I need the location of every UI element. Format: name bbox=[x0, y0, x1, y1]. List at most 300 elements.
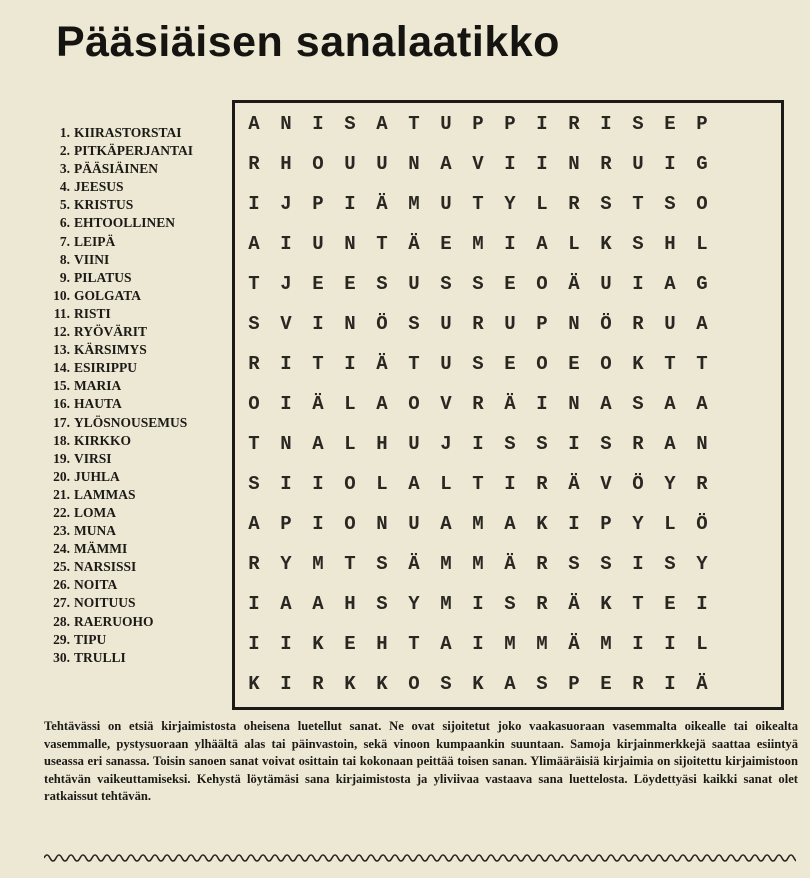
grid-letter: I bbox=[472, 593, 484, 615]
word-text: PILATUS bbox=[74, 269, 132, 285]
grid-letter: R bbox=[600, 153, 612, 175]
word-text: RYÖVÄRIT bbox=[74, 324, 148, 340]
grid-letter: K bbox=[600, 233, 612, 255]
grid-letter: I bbox=[696, 593, 708, 615]
word-number: 3. bbox=[59, 161, 70, 177]
word-text: MÄMMI bbox=[74, 541, 128, 557]
word-number: 20. bbox=[53, 468, 70, 484]
grid-letter: H bbox=[376, 633, 388, 655]
word-number: 27. bbox=[53, 595, 70, 611]
grid-letter: E bbox=[344, 273, 356, 295]
grid-letter: P bbox=[536, 313, 548, 335]
word-list-item bbox=[44, 649, 193, 667]
grid-letter: Ö bbox=[632, 473, 644, 495]
grid-letter: O bbox=[344, 473, 356, 495]
grid-letter: R bbox=[248, 553, 260, 575]
grid-letter: L bbox=[440, 473, 452, 495]
grid-letter: S bbox=[440, 673, 452, 695]
grid-letter: R bbox=[696, 473, 708, 495]
grid-letter: R bbox=[632, 433, 644, 455]
grid-letter: A bbox=[312, 593, 324, 615]
word-number: 14. bbox=[53, 360, 70, 376]
grid-letter: A bbox=[248, 113, 260, 135]
grid-row bbox=[238, 424, 782, 464]
grid-letter: I bbox=[248, 633, 260, 655]
word-number: 22. bbox=[53, 504, 70, 520]
grid-letter: L bbox=[664, 513, 676, 535]
grid-letter: Ä bbox=[408, 233, 420, 255]
grid-letter: A bbox=[696, 313, 708, 335]
grid-letter: T bbox=[248, 433, 260, 455]
grid-letter: S bbox=[376, 593, 388, 615]
word-number: 18. bbox=[53, 432, 70, 448]
grid-letter: E bbox=[344, 633, 356, 655]
grid-letter: L bbox=[536, 193, 548, 215]
grid-letter: E bbox=[664, 593, 676, 615]
grid-letter: I bbox=[280, 473, 292, 495]
word-text: EHTOOLLINEN bbox=[74, 215, 176, 231]
grid-letter: U bbox=[440, 313, 452, 335]
grid-row bbox=[238, 464, 782, 504]
grid-letter: S bbox=[632, 393, 644, 415]
word-list-item bbox=[44, 251, 193, 269]
grid-letter: I bbox=[568, 513, 580, 535]
grid-letter: K bbox=[472, 673, 484, 695]
grid-letter: S bbox=[440, 273, 452, 295]
word-text: LAMMAS bbox=[74, 486, 136, 502]
word-number: 26. bbox=[53, 577, 70, 593]
word-text: TIPU bbox=[74, 631, 107, 647]
grid-letter: I bbox=[536, 153, 548, 175]
word-list-item bbox=[44, 558, 193, 576]
grid-letter: A bbox=[312, 433, 324, 455]
word-list bbox=[44, 124, 193, 667]
grid-letter: N bbox=[344, 313, 356, 335]
grid-letter: K bbox=[536, 513, 548, 535]
grid-row bbox=[238, 384, 782, 424]
grid-letter: V bbox=[472, 153, 484, 175]
grid-letter: Ö bbox=[600, 313, 612, 335]
grid-letter: T bbox=[248, 273, 260, 295]
grid-letter: S bbox=[376, 273, 388, 295]
grid-letter: A bbox=[248, 233, 260, 255]
word-text: VIINI bbox=[74, 251, 110, 267]
grid-letter: I bbox=[312, 313, 324, 335]
grid-letter: I bbox=[472, 633, 484, 655]
grid-letter: I bbox=[344, 353, 356, 375]
grid-letter: H bbox=[376, 433, 388, 455]
grid-letter: R bbox=[248, 353, 260, 375]
word-list-item bbox=[44, 468, 193, 486]
grid-row bbox=[238, 584, 782, 624]
grid-row bbox=[238, 104, 782, 144]
grid-letter: S bbox=[600, 433, 612, 455]
grid-letter: T bbox=[664, 353, 676, 375]
word-number: 30. bbox=[53, 649, 70, 665]
grid-letter: T bbox=[632, 593, 644, 615]
grid-letter: S bbox=[632, 233, 644, 255]
word-text: NARSISSI bbox=[74, 559, 137, 575]
grid-letter: I bbox=[312, 113, 324, 135]
word-text: HAUTA bbox=[74, 396, 122, 412]
grid-letter: M bbox=[472, 233, 484, 255]
grid-letter: T bbox=[472, 193, 484, 215]
grid-letter: R bbox=[248, 153, 260, 175]
grid-letter: S bbox=[664, 553, 676, 575]
grid-letter: S bbox=[472, 353, 484, 375]
grid-letter: A bbox=[280, 593, 292, 615]
word-number: 16. bbox=[53, 396, 70, 412]
grid-letter: Ä bbox=[568, 593, 580, 615]
grid-letter: N bbox=[280, 433, 292, 455]
grid-letter: U bbox=[504, 313, 516, 335]
grid-letter: R bbox=[472, 313, 484, 335]
grid-letter: T bbox=[472, 473, 484, 495]
word-number: 15. bbox=[53, 378, 70, 394]
word-list-item bbox=[44, 395, 193, 413]
grid-row bbox=[238, 184, 782, 224]
grid-letter: S bbox=[536, 673, 548, 695]
grid-letter: S bbox=[600, 553, 612, 575]
grid-letter: I bbox=[312, 473, 324, 495]
grid-letter: R bbox=[536, 553, 548, 575]
word-number: 12. bbox=[53, 324, 70, 340]
word-list-item bbox=[44, 631, 193, 649]
word-number: 9. bbox=[59, 269, 70, 285]
word-list-item bbox=[44, 594, 193, 612]
grid-letter: O bbox=[312, 153, 324, 175]
grid-letter: V bbox=[600, 473, 612, 495]
grid-letter: M bbox=[472, 513, 484, 535]
grid-letter: Ä bbox=[696, 673, 708, 695]
grid-letter: E bbox=[504, 353, 516, 375]
grid-letter: I bbox=[280, 673, 292, 695]
grid-row bbox=[238, 504, 782, 544]
word-text: JEESUS bbox=[74, 179, 124, 195]
grid-letter: Y bbox=[696, 553, 708, 575]
grid-letter: O bbox=[600, 353, 612, 375]
grid-letter: M bbox=[600, 633, 612, 655]
word-number: 29. bbox=[53, 631, 70, 647]
grid-row bbox=[238, 264, 782, 304]
grid-letter: U bbox=[440, 193, 452, 215]
grid-letter: T bbox=[408, 353, 420, 375]
grid-letter: Y bbox=[280, 553, 292, 575]
grid-letter: S bbox=[600, 193, 612, 215]
word-number: 8. bbox=[59, 251, 70, 267]
grid-letter: E bbox=[664, 113, 676, 135]
grid-letter: L bbox=[696, 233, 708, 255]
grid-letter: Y bbox=[408, 593, 420, 615]
word-number: 5. bbox=[59, 197, 70, 213]
grid-letter: I bbox=[664, 633, 676, 655]
grid-letter: M bbox=[472, 553, 484, 575]
grid-letter: U bbox=[600, 273, 612, 295]
grid-letter: P bbox=[472, 113, 484, 135]
word-list-item bbox=[44, 432, 193, 450]
word-list-item bbox=[44, 359, 193, 377]
grid-letter: R bbox=[312, 673, 324, 695]
grid-letter: E bbox=[568, 353, 580, 375]
grid-letter: M bbox=[312, 553, 324, 575]
grid-letter: I bbox=[248, 593, 260, 615]
word-text: MUNA bbox=[74, 523, 116, 539]
word-list-item bbox=[44, 233, 193, 251]
grid-letter: L bbox=[344, 433, 356, 455]
word-text: NOITUUS bbox=[74, 595, 136, 611]
word-number: 28. bbox=[53, 613, 70, 629]
grid-letter: O bbox=[536, 353, 548, 375]
grid-letter: V bbox=[280, 313, 292, 335]
decorative-border bbox=[44, 852, 796, 864]
grid-letter: I bbox=[504, 473, 516, 495]
grid-letter: T bbox=[696, 353, 708, 375]
grid-letter: R bbox=[632, 313, 644, 335]
grid-letter: Ä bbox=[376, 353, 388, 375]
grid-letter: U bbox=[440, 353, 452, 375]
grid-letter: I bbox=[536, 113, 548, 135]
grid-letter: O bbox=[536, 273, 548, 295]
word-text: KÄRSIMYS bbox=[74, 342, 147, 358]
word-list-item bbox=[44, 377, 193, 395]
word-list-item bbox=[44, 142, 193, 160]
grid-letter: S bbox=[536, 433, 548, 455]
grid-letter: U bbox=[440, 113, 452, 135]
grid-letter: K bbox=[376, 673, 388, 695]
grid-letter: A bbox=[504, 513, 516, 535]
word-number: 24. bbox=[53, 541, 70, 557]
grid-letter: P bbox=[280, 513, 292, 535]
word-number: 7. bbox=[59, 233, 70, 249]
grid-letter: A bbox=[664, 433, 676, 455]
grid-letter: U bbox=[408, 433, 420, 455]
grid-letter: T bbox=[408, 633, 420, 655]
grid-letter: A bbox=[536, 233, 548, 255]
word-number: 13. bbox=[53, 342, 70, 358]
grid-letter: U bbox=[376, 153, 388, 175]
grid-letter: S bbox=[248, 473, 260, 495]
word-list-item bbox=[44, 196, 193, 214]
instructions-text: Tehtävässi on etsiä kirjaimistosta oheisena luetellut sanat. Ne ovat sijoitetut joko vaakasuoraan vasemmalta oikealle tai oikealta vasemmalle, pystysuoraan ylhäältä alas tai päinvastoin, sekä vinoon kumpaankin suuntaan. Samoja kirjainmerkkejä saattaa esiintyä useassa eri sanassa. Toisin sanoen sanat voivat osittain tai kokonaan peittää toisen sanan. Ylimääräisiä kirjaimia on sijoitettu kirjaimistoon tehtävän vaikeuttamiseksi. Kehystä löytämäsi sana kirjaimistosta ja yliviivaa vastaava sana luettelosta. Löydettyäsi kaikki sanat olet ratkaissut tehtävän. bbox=[44, 719, 798, 804]
grid-letter: O bbox=[248, 393, 260, 415]
grid-letter: I bbox=[600, 113, 612, 135]
grid-letter: I bbox=[280, 393, 292, 415]
grid-letter: P bbox=[312, 193, 324, 215]
grid-letter: T bbox=[344, 553, 356, 575]
grid-letter: G bbox=[696, 153, 708, 175]
grid-letter: N bbox=[344, 233, 356, 255]
grid-letter: U bbox=[664, 313, 676, 335]
grid-letter: N bbox=[568, 313, 580, 335]
grid-letter: Ä bbox=[568, 273, 580, 295]
word-number: 11. bbox=[53, 305, 70, 321]
grid-letter: S bbox=[248, 313, 260, 335]
word-list-item bbox=[44, 576, 193, 594]
word-list-item bbox=[44, 305, 193, 323]
grid-letter: U bbox=[312, 233, 324, 255]
grid-letter: R bbox=[536, 473, 548, 495]
grid-letter: A bbox=[376, 113, 388, 135]
word-list-item bbox=[44, 214, 193, 232]
grid-letter: A bbox=[600, 393, 612, 415]
word-number: 1. bbox=[59, 125, 70, 140]
grid-letter: Ä bbox=[504, 393, 516, 415]
grid-letter: Ö bbox=[696, 513, 708, 535]
grid-row bbox=[238, 664, 782, 704]
grid-letter: L bbox=[696, 633, 708, 655]
grid-letter: I bbox=[536, 393, 548, 415]
grid-letter: Y bbox=[632, 513, 644, 535]
grid-letter: A bbox=[664, 273, 676, 295]
grid-row bbox=[238, 344, 782, 384]
word-list-item bbox=[44, 486, 193, 504]
grid-letter: P bbox=[696, 113, 708, 135]
grid-letter: A bbox=[248, 513, 260, 535]
word-number: 6. bbox=[59, 215, 70, 231]
grid-letter: I bbox=[664, 673, 676, 695]
grid-letter: K bbox=[248, 673, 260, 695]
word-list-item bbox=[44, 450, 193, 468]
grid-letter: L bbox=[344, 393, 356, 415]
grid-letter: N bbox=[568, 153, 580, 175]
grid-letter: O bbox=[696, 193, 708, 215]
grid-letter: Y bbox=[664, 473, 676, 495]
grid-letter: N bbox=[376, 513, 388, 535]
grid-letter: H bbox=[344, 593, 356, 615]
grid-letter: M bbox=[440, 553, 452, 575]
grid-letter: P bbox=[504, 113, 516, 135]
grid-letter: P bbox=[568, 673, 580, 695]
word-text: KIIRASTORSTAI bbox=[74, 125, 182, 140]
grid-row bbox=[238, 144, 782, 184]
grid-letter: I bbox=[344, 193, 356, 215]
word-list-item bbox=[44, 269, 193, 287]
grid-letter: S bbox=[408, 313, 420, 335]
word-text: MARIA bbox=[74, 378, 122, 394]
grid-letter: E bbox=[504, 273, 516, 295]
word-text: RAERUOHO bbox=[74, 613, 154, 629]
grid-letter: E bbox=[312, 273, 324, 295]
grid-letter: V bbox=[440, 393, 452, 415]
grid-letter: O bbox=[344, 513, 356, 535]
grid-row bbox=[238, 304, 782, 344]
grid-letter: K bbox=[312, 633, 324, 655]
grid-letter: P bbox=[600, 513, 612, 535]
grid-letter: T bbox=[408, 113, 420, 135]
grid-letter: A bbox=[376, 393, 388, 415]
grid-letter: A bbox=[408, 473, 420, 495]
word-list-item bbox=[44, 160, 193, 178]
grid-letter: K bbox=[344, 673, 356, 695]
grid-letter: Y bbox=[504, 193, 516, 215]
grid-letter: L bbox=[568, 233, 580, 255]
page-title: Pääsiäisen sanalaatikko bbox=[56, 18, 560, 66]
grid-letter: Ä bbox=[376, 193, 388, 215]
grid-letter: M bbox=[440, 593, 452, 615]
grid-letter: H bbox=[280, 153, 292, 175]
grid-letter: S bbox=[504, 433, 516, 455]
grid-letter: U bbox=[344, 153, 356, 175]
grid-letter: S bbox=[632, 113, 644, 135]
word-text: KRISTUS bbox=[74, 197, 134, 213]
grid-letter: I bbox=[632, 273, 644, 295]
grid-letter: A bbox=[440, 633, 452, 655]
grid-letter: J bbox=[280, 193, 292, 215]
grid-row bbox=[238, 544, 782, 584]
grid-letter: H bbox=[664, 233, 676, 255]
word-list-item bbox=[44, 540, 193, 558]
word-text: ESIRIPPU bbox=[74, 360, 138, 376]
grid-letter: I bbox=[280, 233, 292, 255]
word-list-item bbox=[44, 504, 193, 522]
grid-letter: K bbox=[600, 593, 612, 615]
grid-letter: U bbox=[408, 513, 420, 535]
grid-letter: S bbox=[472, 273, 484, 295]
grid-letter: I bbox=[504, 233, 516, 255]
grid-letter: I bbox=[472, 433, 484, 455]
grid-letter: E bbox=[600, 673, 612, 695]
grid-letter: R bbox=[568, 193, 580, 215]
grid-row bbox=[238, 224, 782, 264]
grid-letter: A bbox=[664, 393, 676, 415]
grid-letter: T bbox=[376, 233, 388, 255]
word-text: GOLGATA bbox=[74, 287, 142, 303]
grid-letter: K bbox=[632, 353, 644, 375]
grid-letter: S bbox=[664, 193, 676, 215]
grid-letter: M bbox=[536, 633, 548, 655]
grid-letter: S bbox=[568, 553, 580, 575]
word-number: 2. bbox=[59, 143, 70, 159]
grid-letter: O bbox=[408, 393, 420, 415]
grid-letter: R bbox=[632, 673, 644, 695]
grid-letter: Ö bbox=[376, 313, 388, 335]
word-text: YLÖSNOUSEMUS bbox=[74, 414, 188, 430]
word-list-item bbox=[44, 287, 193, 305]
grid-letter: I bbox=[248, 193, 260, 215]
word-list-item bbox=[44, 414, 193, 432]
word-number: 4. bbox=[59, 179, 70, 195]
word-number: 10. bbox=[53, 287, 70, 303]
word-text: KIRKKO bbox=[74, 432, 132, 448]
grid-letter: L bbox=[376, 473, 388, 495]
word-text: TRULLI bbox=[74, 649, 126, 665]
grid-letter: M bbox=[504, 633, 516, 655]
word-text: NOITA bbox=[74, 577, 118, 593]
grid-letter: I bbox=[632, 553, 644, 575]
grid-letter: T bbox=[632, 193, 644, 215]
grid-letter: T bbox=[312, 353, 324, 375]
word-list-item bbox=[44, 323, 193, 341]
word-list-item bbox=[44, 613, 193, 631]
grid-letter: N bbox=[696, 433, 708, 455]
word-text: LEIPÄ bbox=[74, 233, 116, 249]
grid-letter: I bbox=[312, 513, 324, 535]
grid-letter: U bbox=[408, 273, 420, 295]
grid-letter: R bbox=[472, 393, 484, 415]
word-number: 21. bbox=[53, 486, 70, 502]
grid-letter: I bbox=[504, 153, 516, 175]
grid-letter: Ä bbox=[568, 633, 580, 655]
word-list-item bbox=[44, 178, 193, 196]
grid-letter: A bbox=[696, 393, 708, 415]
grid-letter: Ä bbox=[408, 553, 420, 575]
grid-letter: Ä bbox=[504, 553, 516, 575]
grid-letter: N bbox=[280, 113, 292, 135]
grid-letter: R bbox=[536, 593, 548, 615]
grid-row bbox=[238, 624, 782, 664]
grid-letter: I bbox=[632, 633, 644, 655]
grid-letter: G bbox=[696, 273, 708, 295]
